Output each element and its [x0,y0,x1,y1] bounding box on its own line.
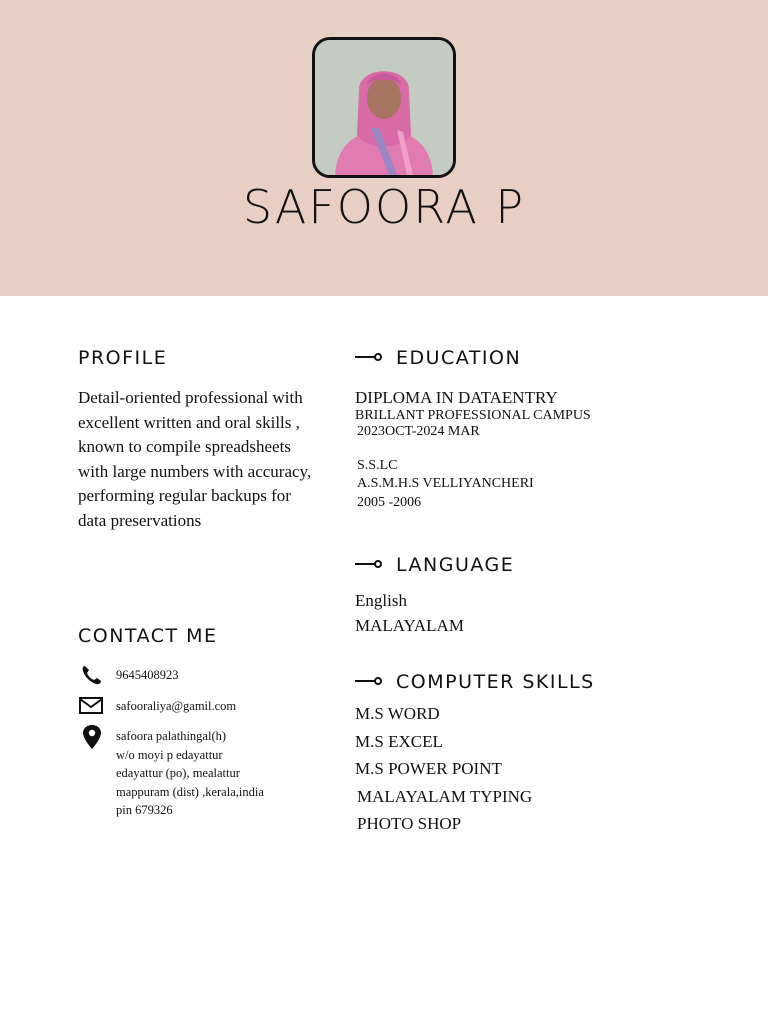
phone-number: 9645408923 [116,668,179,682]
education-heading-marker-icon [355,351,383,363]
skill-item: M.S EXCEL [355,732,443,751]
address-line: mappuram (dist) ,kerala,india [116,784,264,799]
language-heading: LANGUAGE [396,554,515,576]
education-institution: BRILLANT PROFESSIONAL CAMPUS [355,408,591,423]
address-line: pin 679326 [116,803,173,817]
education-title: S.S.LC [357,458,398,473]
profile-heading: PROFILE [78,347,168,369]
address-line: edayattur (po), mealattur [116,766,240,780]
skill-item: M.S WORD [355,704,440,723]
address-line: w/o moyi p edayattur [116,747,223,762]
phone-icon [78,664,106,686]
header-banner [0,0,768,296]
education-entry [355,388,591,440]
education-heading: EDUCATION [396,347,522,369]
profile-photo [312,37,456,178]
education-period: 2005 -2006 [357,495,422,510]
person-name: SAFOORA P [242,180,526,234]
email-address: safooraliya@gamil.com [116,699,237,713]
skill-item: PHOTO SHOP [357,814,462,833]
skill-item: MALAYALAM TYPING [357,787,533,806]
skill-item: M.S POWER POINT [355,759,502,778]
contact-heading: CONTACT ME [78,625,218,647]
address-line: safoora palathingal(h) [116,729,227,743]
education-title: DIPLOMA IN DATAENTRY [355,388,558,407]
postal-address [116,727,316,820]
language-item: MALAYALAM [355,616,464,635]
skills-heading-marker-icon [355,675,383,687]
profile-text: Detail-oriented professional with excellent written and oral skills , known to compile spreadsheets with large numbers with accuracy, performing regular backups for data preservations [78,388,312,530]
location-pin-icon [78,724,106,750]
education-institution: A.S.M.H.S VELLIYANCHERI [357,476,534,491]
mail-icon [78,695,106,717]
education-entry [357,457,534,513]
language-item: English [355,591,407,610]
language-heading-marker-icon [355,558,383,570]
education-period: 2023OCT-2024 MAR [357,424,480,439]
skills-heading: COMPUTER SKILLS [396,671,595,693]
